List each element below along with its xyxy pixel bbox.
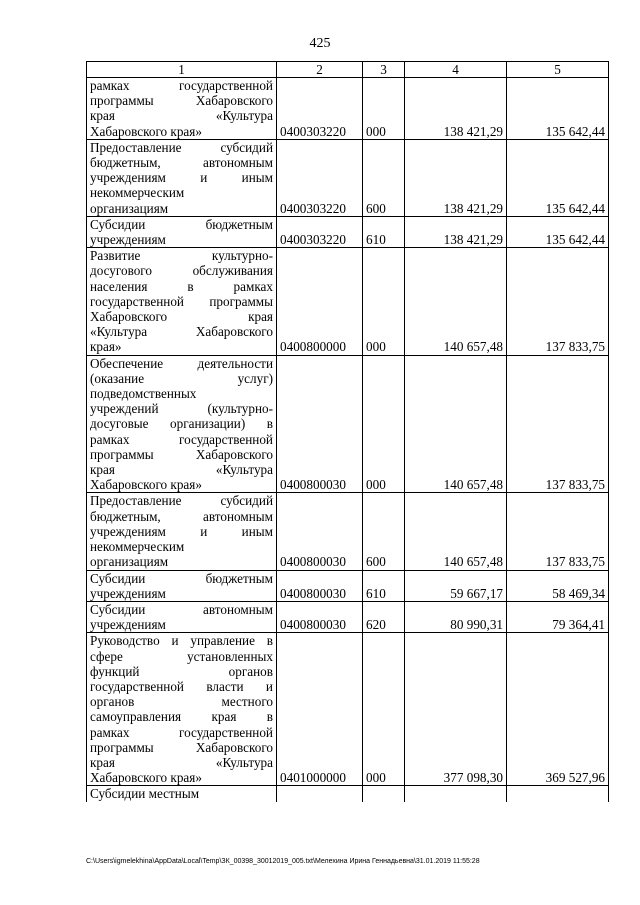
row-value-2020: 135 642,44 (507, 216, 609, 247)
row-expense-type: 600 (363, 139, 405, 216)
row-name-line: досуговые организации) в (90, 416, 273, 432)
budget-table (86, 61, 609, 802)
row-name-line: Предоставление субсидий (90, 139, 273, 155)
row-name-line: Развитие культурно- (90, 248, 273, 264)
row-name-line: рамках государственной (90, 431, 273, 447)
row-code: 0400800030 (277, 355, 363, 493)
row-expense-type: 000 (363, 355, 405, 493)
row-name-line: сфере установленных (90, 648, 273, 664)
row-code: 0400303220 (277, 139, 363, 216)
row-name-line: государственной власти и (90, 678, 273, 694)
row-name-line: Руководство и управление в (90, 633, 273, 649)
row-value-2019: 138 421,29 (405, 216, 507, 247)
row-value-2020: 58 469,34 (507, 570, 609, 601)
row-name-line: Субсидии бюджетным (90, 570, 273, 586)
row-value-2020: 137 833,75 (507, 355, 609, 493)
row-name-line: бюджетным, автономным (90, 155, 273, 171)
row-name (87, 786, 277, 802)
row-name-line: самоуправления края в (90, 709, 273, 725)
row-code: 0400800000 (277, 248, 363, 355)
row-value-2020: 135 642,44 (507, 139, 609, 216)
row-code: 0400303220 (277, 78, 363, 140)
row-name-line: бюджетным, автономным (90, 508, 273, 524)
row-value-2020: 135 642,44 (507, 78, 609, 140)
table-row (87, 248, 609, 355)
row-name-line: учреждениям (90, 232, 166, 248)
table-row (87, 570, 609, 601)
page-number: 425 (309, 36, 331, 51)
table-row (87, 493, 609, 570)
row-value-2019: 377 098,30 (405, 633, 507, 786)
row-expense-type: 620 (363, 601, 405, 632)
row-name-line: организациям (90, 200, 169, 216)
row-expense-type: 000 (363, 78, 405, 140)
row-name-line: программы Хабаровского (90, 446, 273, 462)
row-name-line: рамках государственной (90, 724, 273, 740)
row-value-2020 (507, 786, 609, 802)
file-path-footer: C:\Users\igmelekhina\AppData\Local\Temp\ЗК_00398_30012019_005.txt\Мелехина Ирина Геннадьевна\31.01.2019 11:55:28 (86, 858, 480, 865)
header-col-5: 5 (507, 62, 609, 78)
row-expense-type: 000 (363, 633, 405, 786)
row-value-2019: 59 667,17 (405, 570, 507, 601)
header-col-4: 4 (405, 62, 507, 78)
table-row (87, 216, 609, 247)
row-name-line: (оказание услуг) (90, 370, 273, 386)
table-row (87, 633, 609, 786)
row-value-2020: 137 833,75 (507, 248, 609, 355)
header-col-1: 1 (87, 62, 277, 78)
row-value-2019 (405, 786, 507, 802)
row-expense-type: 610 (363, 216, 405, 247)
table-row (87, 78, 609, 140)
row-name-line: края» (90, 339, 122, 355)
row-code: 0401000000 (277, 633, 363, 786)
row-name-line: Хабаровского края» (90, 477, 202, 493)
row-name (87, 139, 277, 216)
header-row (87, 62, 609, 78)
row-name-line: Субсидии бюджетным (90, 216, 273, 232)
row-code: 0400800030 (277, 493, 363, 570)
row-name (87, 78, 277, 140)
row-name-line: некоммерческим (90, 539, 185, 555)
row-value-2020: 79 364,41 (507, 601, 609, 632)
header-col-2: 2 (277, 62, 363, 78)
row-name-line: государственной программы (90, 293, 273, 309)
row-name (87, 248, 277, 355)
row-expense-type: 600 (363, 493, 405, 570)
row-name-line: Субсидии автономным (90, 601, 273, 617)
row-name-line: населения в рамках (90, 278, 273, 294)
table-row (87, 601, 609, 632)
table-body (87, 78, 609, 802)
header-col-3: 3 (363, 62, 405, 78)
table-row (87, 786, 609, 802)
table-row (87, 139, 609, 216)
row-name-line: программы Хабаровского (90, 93, 273, 109)
row-code: 0400800030 (277, 601, 363, 632)
row-name-line: края «Культура (90, 462, 273, 478)
row-name-line: организациям (90, 554, 169, 570)
row-name-line: учреждениям и иным (90, 170, 273, 186)
row-value-2019: 138 421,29 (405, 139, 507, 216)
row-code (277, 786, 363, 802)
row-value-2019: 140 657,48 (405, 493, 507, 570)
row-name-line: Обеспечение деятельности (90, 355, 273, 371)
row-name-line: края «Культура (90, 754, 273, 770)
row-expense-type: 610 (363, 570, 405, 601)
row-name-line: учреждениям (90, 617, 166, 633)
row-name-line: учреждениям и иным (90, 523, 273, 539)
row-name (87, 216, 277, 247)
row-name-line: Предоставление субсидий (90, 493, 273, 509)
row-value-2019: 138 421,29 (405, 78, 507, 140)
row-name (87, 601, 277, 632)
row-value-2020: 369 527,96 (507, 633, 609, 786)
row-value-2019: 140 657,48 (405, 355, 507, 493)
row-expense-type (363, 786, 405, 802)
row-name-line: досугового обслуживания (90, 263, 273, 279)
row-name-line: учреждений (культурно- (90, 401, 273, 417)
row-name (87, 570, 277, 601)
row-value-2020: 137 833,75 (507, 493, 609, 570)
row-name-line: функций органов (90, 663, 273, 679)
row-value-2019: 80 990,31 (405, 601, 507, 632)
row-code: 0400800030 (277, 570, 363, 601)
row-expense-type: 000 (363, 248, 405, 355)
row-name-line: Хабаровского края (90, 309, 273, 325)
row-name (87, 633, 277, 786)
row-name-line: Хабаровского края» (90, 770, 202, 786)
row-name-line: Хабаровского края» (90, 123, 202, 139)
row-name-line: «Культура Хабаровского (90, 324, 273, 340)
row-name-line: рамках государственной (90, 78, 273, 93)
row-name-line: подведомственных (90, 386, 197, 402)
row-name-line: Субсидии местным (90, 786, 200, 802)
row-name (87, 493, 277, 570)
row-name-line: органов местного (90, 694, 273, 710)
row-name (87, 355, 277, 493)
row-value-2019: 140 657,48 (405, 248, 507, 355)
row-name-line: программы Хабаровского (90, 739, 273, 755)
row-name-line: учреждениям (90, 585, 166, 601)
row-name-line: некоммерческим (90, 185, 185, 201)
table-row (87, 355, 609, 493)
row-code: 0400303220 (277, 216, 363, 247)
row-name-line: края «Культура (90, 108, 273, 124)
